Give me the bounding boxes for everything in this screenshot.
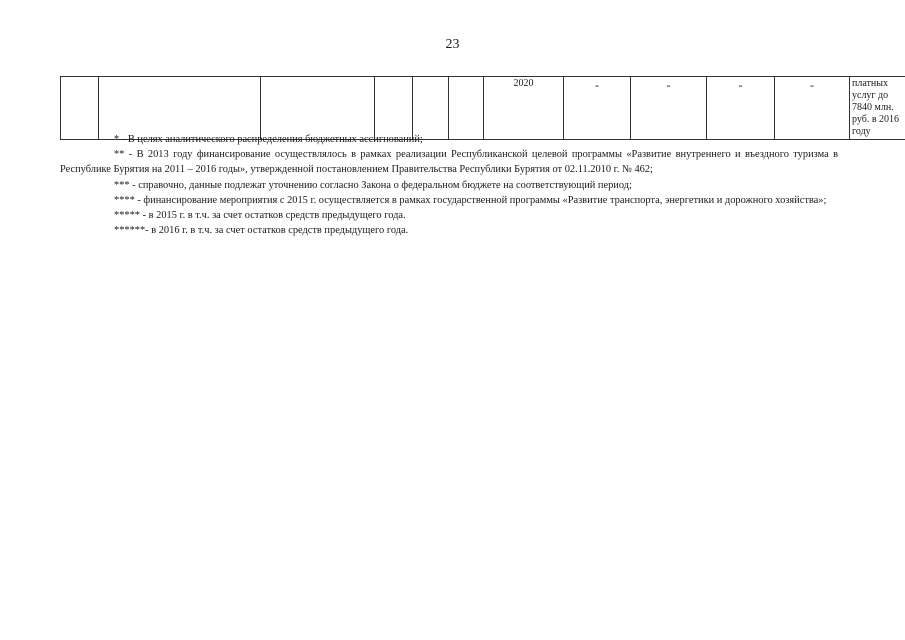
table-cell-value: -: [564, 77, 631, 140]
budget-table: [60, 76, 905, 140]
table-cell-year: 2020: [484, 77, 564, 140]
footnote: ******- в 2016 г. в т.ч. за счет остатков средств предыдущего года.: [114, 225, 409, 237]
table-cell-empty: [261, 77, 375, 140]
table-cell-empty: [449, 77, 484, 140]
table-cell-value: -: [775, 77, 850, 140]
table-cell-empty: [375, 77, 413, 140]
footnote: **** - финансирование мероприятия с 2015 г. осуществляется в рамках государственной программы «Развитие транспорта, энергетики и дорожного хозяйства»;: [114, 194, 827, 206]
table-row: [61, 77, 905, 140]
page-number: 23: [445, 37, 460, 52]
footnote: ** - В 2013 году финансирование осуществлялось в рамках реализации Республиканской целевой программы «Развитие внутреннего и въездного туризма в Республике Бурятия на 2011 – 2016 годы», утвержденной постановлением Правительства Республики Бурятия от 02.11.2010 г. № 462;: [60, 149, 838, 176]
footnotes: [60, 132, 838, 238]
table-cell-note: платных услуг до 7840 млн. руб. в 2016 году: [850, 77, 905, 140]
footnote: * - В целях аналитического распределения бюджетных ассигнований;: [114, 134, 423, 145]
table-cell-empty: [61, 77, 99, 140]
table-cell-empty: [413, 77, 449, 140]
table-cell-empty: [99, 77, 261, 140]
table-cell-value: -: [707, 77, 775, 140]
footnote: *** - справочно, данные подлежат уточнению согласно Закона о федеральном бюджете на соответствующий период;: [114, 179, 632, 191]
table-cell-value: -: [631, 77, 707, 140]
footnote: ***** - в 2015 г. в т.ч. за счет остатков средств предыдущего года.: [114, 210, 406, 222]
